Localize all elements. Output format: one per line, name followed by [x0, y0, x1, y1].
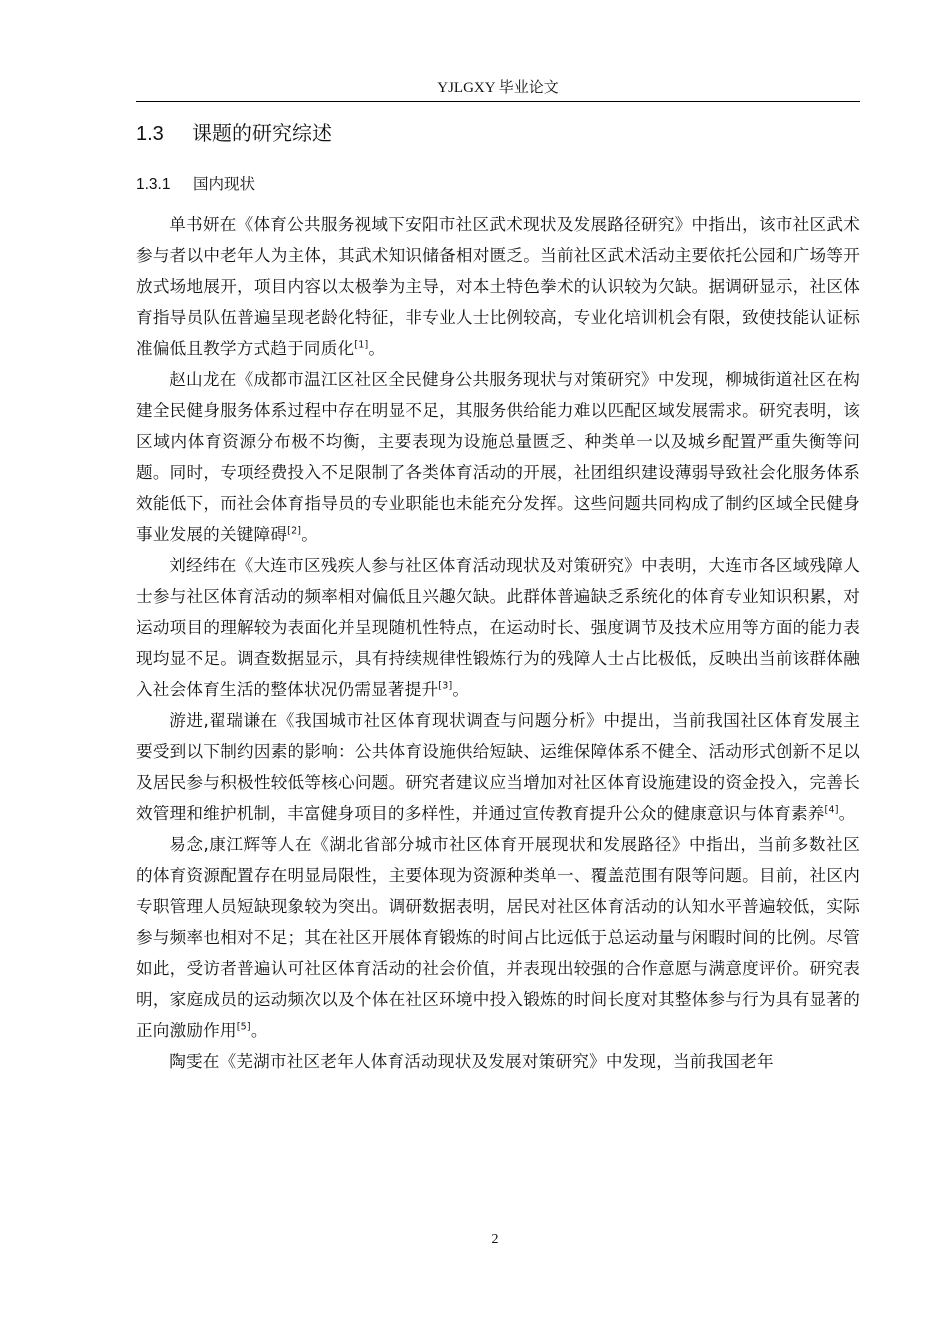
- paragraph: [136, 550, 860, 705]
- section-title: 课题的研究综述: [192, 121, 332, 145]
- paragraph-text: 陶雯在《芜湖市社区老年人体育活动现状及发展对策研究》中发现，当前我国老年: [169, 1052, 774, 1071]
- paragraph: [136, 364, 860, 550]
- paragraph: [136, 705, 860, 829]
- section-number: 1.3: [136, 123, 164, 145]
- paragraph: [136, 209, 860, 364]
- paragraph-end: 。: [250, 1021, 268, 1040]
- paragraph-text: 赵山龙在《成都市温江区社区全民健身公共服务现状与对策研究》中发现，柳城街道社区在构建全民健身服务体系过程中存在明显不足，其服务供给能力难以匹配区域发展需求。研究表明，该区域内体育资源分布极不均衡，主要表现为设施总量匮乏、种类单一以及城乡配置严重失衡等问题。同时，专项经费投入不足限制了各类体育活动的开展，社团组织建设薄弱导致社会化服务体系效能低下，而社会体育指导员的专业职能也未能充分发挥。这些问题共同构成了制约区域全民健身事业发展的关键障碍: [136, 370, 860, 544]
- section-heading: [136, 119, 332, 148]
- paragraph-text: 刘经纬在《大连市区残疾人参与社区体育活动现状及对策研究》中表明，大连市各区域残障人士参与社区体育活动的频率相对偏低且兴趣欠缺。此群体普遍缺乏系统化的体育专业知识积累，对运动项目的理解较为表面化并呈现随机性特点，在运动时长、强度调节及技术应用等方面的能力表现均显不足。调查数据显示，具有持续规律性锻炼行为的残障人士占比极低，反映出当前该群体融入社会体育生活的整体状况仍需显著提升: [136, 556, 860, 699]
- paragraph: [136, 829, 860, 1046]
- citation: [3]: [438, 680, 453, 692]
- paragraph-end: 。: [838, 804, 856, 823]
- subsection-number: 1.3.1: [136, 176, 171, 193]
- running-header: YJLGXY 毕业论文: [437, 80, 559, 96]
- paragraph-end: 。: [452, 680, 470, 699]
- paragraph-end: 。: [301, 525, 319, 544]
- citation: [5]: [236, 1021, 251, 1033]
- subsection-heading: [136, 172, 255, 197]
- paragraph-end: 。: [368, 339, 386, 358]
- paragraph: [136, 1046, 860, 1077]
- paragraph-text: 易念,康江辉等人在《湖北省部分城市社区体育开展现状和发展路径》中指出，当前多数社区的体育资源配置存在明显局限性，主要体现为资源种类单一、覆盖范围有限等问题。目前，社区内专职管理人员短缺现象较为突出。调研数据表明，居民对社区体育活动的认知水平普遍较低，实际参与频率也相对不足；其在社区开展体育锻炼的时间占比远低于总运动量与闲暇时间的比例。尽管如此，受访者普遍认可社区体育活动的社会价值，并表现出较强的合作意愿与满意度评价。研究表明，家庭成员的运动频次以及个体在社区环境中投入锻炼的时间长度对其整体参与行为具有显著的正向激励作用: [136, 835, 860, 1040]
- paragraph-text: 单书妍在《体育公共服务视域下安阳市社区武术现状及发展路径研究》中指出，该市社区武术参与者以中老年人为主体，其武术知识储备相对匮乏。当前社区武术活动主要依托公园和广场等开放式场地展开，项目内容以太极拳为主导，对本土特色拳术的认识较为欠缺。据调研显示，社区体育指导员队伍普遍呈现老龄化特征，非专业人士比例较高，专业化培训机会有限，致使技能认证标准偏低且教学方式趋于同质化: [136, 215, 860, 358]
- subsection-title: 国内现状: [193, 175, 256, 193]
- paragraph-text: 游进,翟瑞谦在《我国城市社区体育现状调查与问题分析》中提出，当前我国社区体育发展主要受到以下制约因素的影响：公共体育设施供给短缺、运维保障体系不健全、活动形式创新不足以及居民参与积极性较低等核心问题。研究者建议应当增加对社区体育设施建设的资金投入，完善长效管理和维护机制，丰富健身项目的多样性，并通过宣传教育提升公众的健康意识与体育素养: [136, 711, 860, 823]
- page-number: 2: [491, 1232, 499, 1247]
- header-rule: [136, 101, 860, 102]
- body-text: [136, 209, 860, 1077]
- citation: [4]: [824, 804, 839, 816]
- citation: [1]: [354, 339, 369, 351]
- citation: [2]: [287, 525, 302, 537]
